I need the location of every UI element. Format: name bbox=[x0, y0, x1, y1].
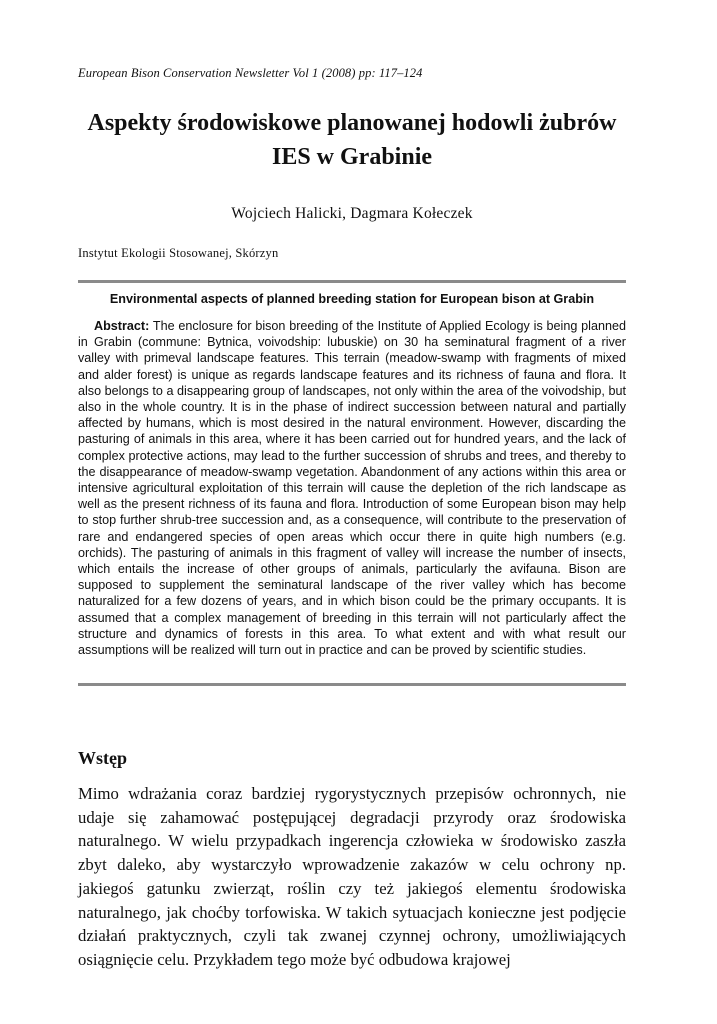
abstract-label: Abstract: bbox=[94, 319, 150, 333]
body-paragraph: Mimo wdrażania coraz bardziej rygorystycznych przepisów ochronnych, nie udaje się zahamować postępującej degradacji przyrody oraz środowiska naturalnego. W wielu przypadkach ingerencja człowieka w środowisko zaszła zbyt daleko, aby wystarczyło wprowadzenie zakazów w celu ochrony np. jakiegoś gatunku zwierząt, roślin czy też jakiegoś elementu środowiska naturalnego, jak choćby torfowiska. W takich sytuacjach konieczne jest podjęcie działań praktycznych, czyli tak zwanej czynnej ochrony, umożliwiających osiągnięcie celu. Przykładem tego może być odbudowa krajowej bbox=[78, 784, 626, 969]
authors: Wojciech Halicki, Dagmara Kołeczek bbox=[231, 205, 473, 222]
abstract-bottom-rule bbox=[78, 683, 626, 686]
section-heading: Wstęp bbox=[78, 748, 127, 768]
abstract-text: The enclosure for bison breeding of the Institute of Applied Ecology is being planned in Grabin (commune: Bytnica, voivodship: lubuskie) on 30 ha seminatural fragment of a river valley with primeval landscape features. This terrain (meadow-swamp with fragments of mixed and alder forest) is unique as regards landscape features and its richness of fauna and flora. It also belongs to a disappearing group of landscapes, not only within the area of the voivodship, but also in the whole country. It is in the phase of indirect succession between natural and partially affected by humans, which is most desired in the natural environment. However, discarding the pasturing of animals in this area, where it has been carried out for hundred years, and the lack of complex protective actions, may lead to the further succession of shrubs and trees, and thereby to the disappearance of meadow-swamp vegetation. Abandonment of any actions within this area or intensive agricultural exploitation of this terrain will cause the depletion of the rich landscape as well as the present richness of its fauna and flora. Introduction of some European bison may help to stop further shrub-tree succession and, as a consequence, will contribute to the preservation of rare and endangered species of open areas which occur there in quite high numbers (e.g. orchids). The pasturing of animals in this fragment of valley will increase the number of insects, which entails the increase of other groups of animals, particularly the avifauna. Bison are supposed to supplement the seminatural landscape of the river valley which has become naturalized for a few dozens of years, and in which bison could be the primary occupants. It is assumed that a complex management of breeding in this terrain will not particularly affect the structure and dynamics of forests in this area. To what extent and with what result our assumptions will be realized will turn out in practice and can be proved by scientific studies. bbox=[78, 319, 626, 658]
journal-citation: European Bison Conservation Newsletter Vol 1 (2008) pp: 117–124 bbox=[78, 66, 423, 80]
article-title: Aspekty środowiskowe planowanej hodowli żubrów IES w Grabinie bbox=[87, 110, 617, 170]
abstract-top-rule bbox=[78, 280, 626, 283]
abstract-body bbox=[78, 318, 626, 658]
abstract-heading: Environmental aspects of planned breeding station for European bison at Grabin bbox=[109, 292, 595, 306]
affiliation: Instytut Ekologii Stosowanej, Skórzyn bbox=[78, 246, 279, 260]
